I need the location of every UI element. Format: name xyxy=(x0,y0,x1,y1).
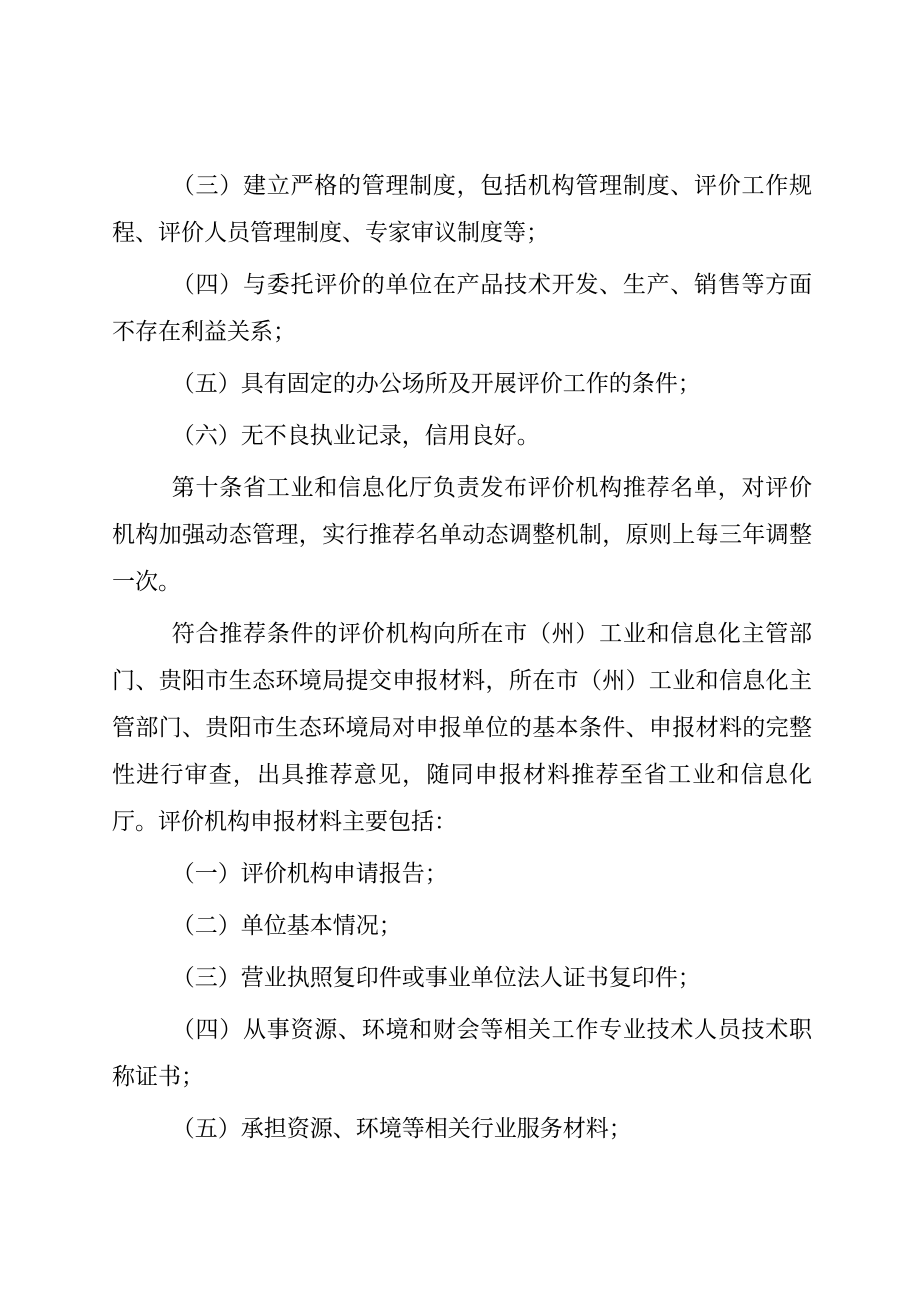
paragraph-item-3-management-system: （三）建立严格的管理制度，包括机构管理制度、评价工作规程、评价人员管理制度、专家审议制度等； xyxy=(112,173,812,246)
paragraph-material-3: （三）营业执照复印件或事业单位法人证书复印件； xyxy=(171,965,701,991)
paragraph-material-2: （二）单位基本情况； xyxy=(171,913,402,939)
paragraph-application-process: 符合推荐条件的评价机构向所在市（州）工业和信息化主管部门、贵阳市生态环境局提交申报材料，所在市（州）工业和信息化主管部门、贵阳市生态环境局对申报单位的基本条件、申报材料的完整性进行审查，出具推荐意见，随同申报材料推荐至省工业和信息化厅。评价机构申报材料主要包括： xyxy=(112,621,812,835)
paragraph-item-4-no-interest: （四）与委托评价的单位在产品技术开发、生产、销售等方面不存在利益关系； xyxy=(112,272,812,345)
paragraph-item-5-office: （五）具有固定的办公场所及开展评价工作的条件； xyxy=(171,371,701,397)
paragraph-item-6-credit: （六）无不良执业记录，信用良好。 xyxy=(171,423,540,449)
paragraph-material-1: （一）评价机构申请报告； xyxy=(171,861,448,887)
paragraph-material-5: （五）承担资源、环境等相关行业服务材料； xyxy=(171,1116,632,1142)
paragraph-article-10: 第十条省工业和信息化厅负责发布评价机构推荐名单，对评价机构加强动态管理，实行推荐名单动态调整机制，原则上每三年调整一次。 xyxy=(112,475,812,595)
paragraph-material-4: （四）从事资源、环境和财会等相关工作专业技术人员技术职称证书； xyxy=(112,1017,812,1090)
document-page xyxy=(112,163,812,1153)
